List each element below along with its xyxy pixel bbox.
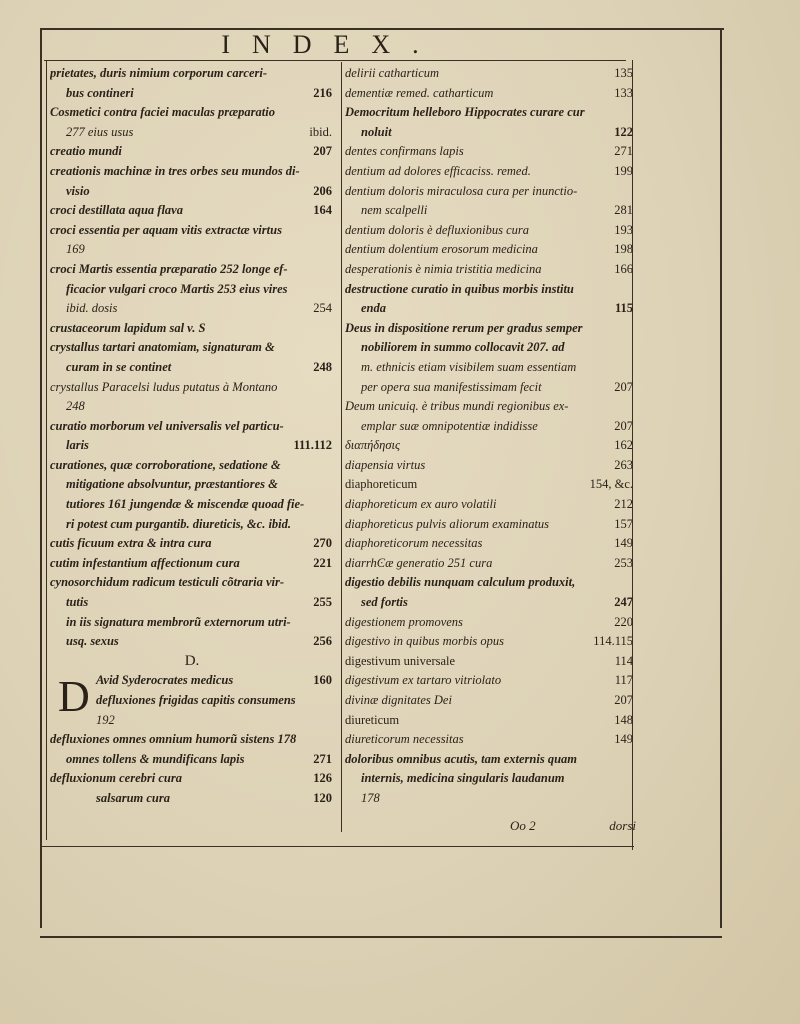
index-entry-text: Deum unicuiq. è tribus mundi regionibus ex-	[345, 399, 569, 414]
index-entry	[345, 711, 635, 731]
index-entry-text: dentium ad dolores efficaciss. remed.	[345, 163, 531, 178]
index-entry-page: 120	[313, 790, 332, 805]
index-entry	[345, 378, 635, 398]
index-entry	[345, 162, 635, 182]
index-entry-text: defluxiones omnes omnium humorũ sistens 178	[50, 732, 297, 747]
index-entry	[50, 534, 334, 554]
index-entry	[50, 573, 334, 593]
index-entry	[50, 730, 334, 750]
index-entry-text: digestivum universale	[345, 653, 456, 668]
index-entry-page: 221	[313, 555, 332, 570]
index-entry	[50, 182, 334, 202]
frame-left-rule	[40, 28, 42, 928]
index-entry-page: 206	[313, 183, 332, 198]
index-entry-page: 216	[313, 85, 332, 100]
index-entry-text: diaphoreticum ex auro volatili	[345, 497, 497, 512]
index-entry	[345, 64, 635, 84]
index-entry-text: crystallus Paracelsi ludus putatus à Montano	[50, 379, 278, 394]
index-entry	[345, 260, 635, 280]
index-entry-text: sed fortis	[361, 595, 408, 610]
index-entry-page: 212	[614, 497, 633, 512]
index-entry-page: 115	[614, 301, 633, 316]
index-entry-page: ibid.	[309, 124, 332, 139]
index-entry	[345, 789, 635, 809]
index-entry	[50, 103, 334, 123]
index-entry	[345, 456, 635, 476]
index-entry-text: ri potest cum purgantib. diureticis, &c. ibid.	[66, 516, 292, 531]
index-entry-text: diureticorum necessitas	[345, 732, 464, 747]
index-entry-page: 207	[313, 144, 332, 159]
index-entry	[345, 319, 635, 339]
index-entry-text: 192	[96, 712, 115, 727]
frame-lower-rule	[40, 846, 634, 847]
index-entry	[50, 162, 334, 182]
index-entry-text: cutim infestantium affectionum cura	[50, 555, 240, 570]
index-entry-text: croci destillata aqua flava	[50, 203, 183, 218]
index-entry-page: 263	[614, 457, 633, 472]
index-entry-text: internis, medicina singularis laudanum	[361, 771, 565, 786]
index-entry-text: doloribus omnibus acutis, tam externis quam	[345, 751, 577, 766]
index-entry	[345, 554, 635, 574]
index-entry-text: crustaceorum lapidum sal v. S	[50, 320, 206, 335]
index-entry-page: 160	[313, 673, 332, 688]
index-entry	[345, 730, 635, 750]
index-entry-text: salsarum cura	[96, 790, 170, 805]
index-entry	[345, 221, 635, 241]
index-entry-text: dentium doloris è defluxionibus cura	[345, 222, 530, 237]
index-entry-text: 248	[66, 399, 85, 414]
index-entry	[50, 84, 334, 104]
index-entry-text: 277 eius usus	[66, 124, 134, 139]
index-entry	[50, 495, 334, 515]
index-entry	[50, 142, 334, 162]
index-entry	[345, 397, 635, 417]
catchword: dorsi	[609, 818, 636, 833]
index-entry-text: tutis	[66, 595, 89, 610]
index-entry-page: 148	[614, 712, 633, 727]
index-entry	[345, 201, 635, 221]
index-entry	[50, 338, 334, 358]
index-entry	[345, 475, 635, 495]
page-title: INDEX.	[221, 30, 441, 59]
index-entry	[50, 417, 334, 437]
index-entry	[345, 573, 635, 593]
index-entry-page: 220	[614, 614, 633, 629]
index-entry	[345, 280, 635, 300]
index-entry-page: 253	[614, 555, 633, 570]
index-entry-text: croci essentia per aquam vitis extractæ virtus	[50, 222, 282, 237]
page-footer	[510, 818, 636, 836]
index-entry	[345, 750, 635, 770]
index-entry-text: emplar suæ omnipotentiæ indidisse	[361, 418, 538, 433]
index-entry-text: διαπήδησις	[345, 438, 401, 453]
index-entry-text: noluit	[361, 124, 392, 139]
frame-column-rule	[341, 62, 342, 832]
index-entry-text: diaphoreticum	[345, 477, 418, 492]
index-entry-text: diureticum	[345, 712, 400, 727]
index-entry-text: Deus in dispositione rerum per gradus semper	[345, 320, 583, 335]
index-entry-page: 271	[313, 751, 332, 766]
index-entry-page: 164	[313, 203, 332, 218]
index-entry-text: 169	[66, 242, 85, 257]
index-entry	[345, 240, 635, 260]
index-entry-text: desperationis è nimia tristitia medicina	[345, 261, 542, 276]
index-entry-text: delirii catharticum	[345, 66, 440, 80]
index-entry	[50, 475, 334, 495]
index-entry-text: cynosorchidum radicum testiculi cõtraria vir-	[50, 575, 285, 590]
frame-inner-left-rule	[46, 60, 47, 840]
index-entry	[50, 240, 334, 260]
index-entry-text: ibid. dosis	[66, 301, 118, 316]
index-entry-page: 135	[614, 66, 633, 80]
index-entry-page: 207	[614, 693, 633, 707]
index-entry-page: 117	[614, 673, 633, 688]
index-entry	[345, 358, 635, 378]
index-entry	[345, 613, 635, 633]
index-entry-text: ficacior vulgari croco Martis 253 eius vires	[66, 281, 288, 296]
index-entry-page: 111.112	[293, 438, 332, 453]
frame-right-rule	[720, 28, 722, 928]
index-entry	[50, 378, 334, 398]
index-entry	[50, 515, 334, 535]
index-entry-text: bus contineri	[66, 85, 134, 100]
index-entry-text: enda	[361, 301, 386, 316]
index-entry-text: usq. sexus	[66, 634, 119, 649]
index-entry-text: m. ethnicis etiam visibilem suam essentiam	[361, 359, 577, 374]
index-entry	[345, 632, 635, 652]
index-entry-text: diaphoreticorum necessitas	[345, 536, 483, 551]
index-entry-page: 149	[614, 536, 633, 551]
index-entry-text: mitigatione absolvuntur, præstantiores &	[66, 477, 278, 492]
section-letter: D.	[184, 652, 200, 669]
index-entry-text: diarrhϾæ generatio 251 cura	[345, 555, 493, 570]
index-entry	[345, 182, 635, 202]
index-entry-text: cutis ficuum extra & intra cura	[50, 536, 212, 551]
index-entry-text: dentes confirmans lapis	[345, 144, 464, 159]
index-entry-text: destructione curatio in quibus morbis institu	[345, 281, 574, 296]
index-entry-text: defluxionum cerebri cura	[50, 771, 182, 786]
index-entry-page: 149	[614, 732, 633, 747]
frame-bottom-rule	[40, 936, 722, 938]
index-entry-text: diapensia virtus	[345, 457, 426, 472]
index-entry-text: Avid Syderocrates medicus	[96, 673, 234, 688]
index-entry-text: in iis signatura membrorũ externorum utri-	[66, 614, 291, 629]
signature-mark: Oo 2	[510, 818, 536, 833]
index-entry	[345, 652, 635, 672]
index-entry-page: 114	[614, 653, 633, 668]
index-entry	[50, 456, 334, 476]
index-entry-page: 256	[313, 634, 332, 649]
index-entry-text: nobiliorem in summo collocavit 207. ad	[361, 340, 565, 355]
index-entry	[50, 397, 334, 417]
index-entry-text: curam in se continet	[66, 359, 172, 374]
index-entry-text: tutiores 161 jungendæ & miscendæ quoad fie-	[66, 497, 305, 512]
index-entry	[50, 750, 334, 770]
index-entry	[345, 123, 635, 143]
index-entry-text: curatio morborum vel universalis vel particu-	[50, 418, 284, 433]
index-entry	[345, 417, 635, 437]
index-entry-text: laris	[66, 438, 89, 453]
index-entry	[345, 534, 635, 554]
index-entry-page: 247	[614, 595, 633, 610]
index-entry	[50, 789, 334, 809]
index-entry	[50, 280, 334, 300]
index-entry	[50, 319, 334, 339]
index-entry-text: divinæ dignitates Dei	[345, 693, 452, 707]
index-entry	[50, 554, 334, 574]
index-entry	[345, 84, 635, 104]
index-entry	[50, 64, 334, 84]
index-entry-text: defluxiones frigidas capitis consumens	[96, 693, 296, 707]
index-entry	[345, 671, 635, 691]
index-entry-text: digestionem promovens	[345, 614, 463, 629]
index-entry-page: 193	[614, 222, 633, 237]
index-entry-text: dentium doloris miraculosa cura per inunctio-	[345, 183, 578, 198]
index-entry-page: 157	[614, 516, 633, 531]
index-entry-page: 207	[614, 418, 633, 433]
index-entry-page: 281	[614, 203, 633, 218]
index-entry-page: 271	[614, 144, 633, 159]
index-entry-text: curationes, quæ corroboratione, sedatione &	[50, 457, 281, 472]
index-entry-page: 255	[313, 595, 332, 610]
index-entry	[50, 358, 334, 378]
index-entry	[50, 123, 334, 143]
index-entry-text: creationis machinæ in tres orbes seu mundos di-	[50, 163, 300, 178]
index-entry-page: 122	[614, 124, 633, 139]
index-entry-text: 178	[361, 790, 380, 805]
index-entry-page: 270	[313, 536, 332, 551]
index-entry	[50, 632, 334, 652]
index-entry-page: 248	[313, 359, 332, 374]
index-entry	[345, 142, 635, 162]
index-entry	[50, 593, 334, 613]
index-entry-text: visio	[66, 183, 90, 198]
index-entry-page: 114.115	[593, 634, 633, 649]
index-entry	[345, 593, 635, 613]
index-entry	[345, 515, 635, 535]
index-entry-text: croci Martis essentia præparatio 252 longe ef-	[50, 261, 288, 276]
index-entry-text: Democritum helleboro Hippocrates curare cur	[345, 105, 585, 120]
index-entry-text: nem scalpelli	[361, 203, 428, 218]
index-entry	[50, 260, 334, 280]
index-entry-page: 198	[614, 242, 633, 257]
index-entry-text: per opera sua manifestissimam fecit	[361, 379, 542, 394]
index-entry	[50, 613, 334, 633]
index-entry	[50, 221, 334, 241]
index-entry-text: digestio debilis nunquam calculum produxit,	[345, 575, 576, 590]
index-entry	[50, 299, 334, 319]
index-entry	[345, 495, 635, 515]
index-entry-page: 207	[614, 379, 633, 394]
index-entry-page: 199	[614, 163, 633, 178]
index-entry-page: 126	[313, 771, 332, 786]
index-entry-text: crystallus tartari anatomiam, signaturam &	[50, 340, 275, 355]
index-entry-page: 166	[614, 261, 633, 276]
index-entry	[345, 338, 635, 358]
index-entry-text: digestivum ex tartaro vitriolato	[345, 673, 502, 688]
index-entry-text: diaphoreticus pulvis aliorum examinatus	[345, 516, 550, 531]
index-entry-text: Cosmetici contra faciei maculas præparatio	[50, 105, 275, 120]
drop-capital: D	[58, 672, 90, 721]
index-entry	[345, 691, 635, 711]
index-entry-page: 162	[614, 438, 633, 453]
index-entry	[345, 769, 635, 789]
index-entry-text: dentium dolentium erosorum medicina	[345, 242, 538, 257]
index-entry-text: prietates, duris nimium corporum carceri-	[50, 66, 268, 80]
index-entry	[345, 299, 635, 319]
index-column-right	[345, 64, 635, 809]
index-entry-text: digestivo in quibus morbis opus	[345, 634, 505, 649]
index-entry	[345, 103, 635, 123]
index-entry	[50, 436, 334, 456]
index-entry-text: creatio mundi	[50, 144, 122, 159]
index-entry-page: 154, &c.	[589, 477, 633, 492]
frame-header-rule	[44, 60, 626, 61]
index-entry-page: 254	[313, 301, 332, 316]
index-entry	[50, 769, 334, 789]
index-entry	[50, 201, 334, 221]
index-entry-page: 133	[614, 85, 633, 100]
index-entry	[345, 436, 635, 456]
index-entry-text: omnes tollens & mundificans lapis	[66, 751, 245, 766]
index-entry-text: dementiæ remed. catharticum	[345, 85, 494, 100]
